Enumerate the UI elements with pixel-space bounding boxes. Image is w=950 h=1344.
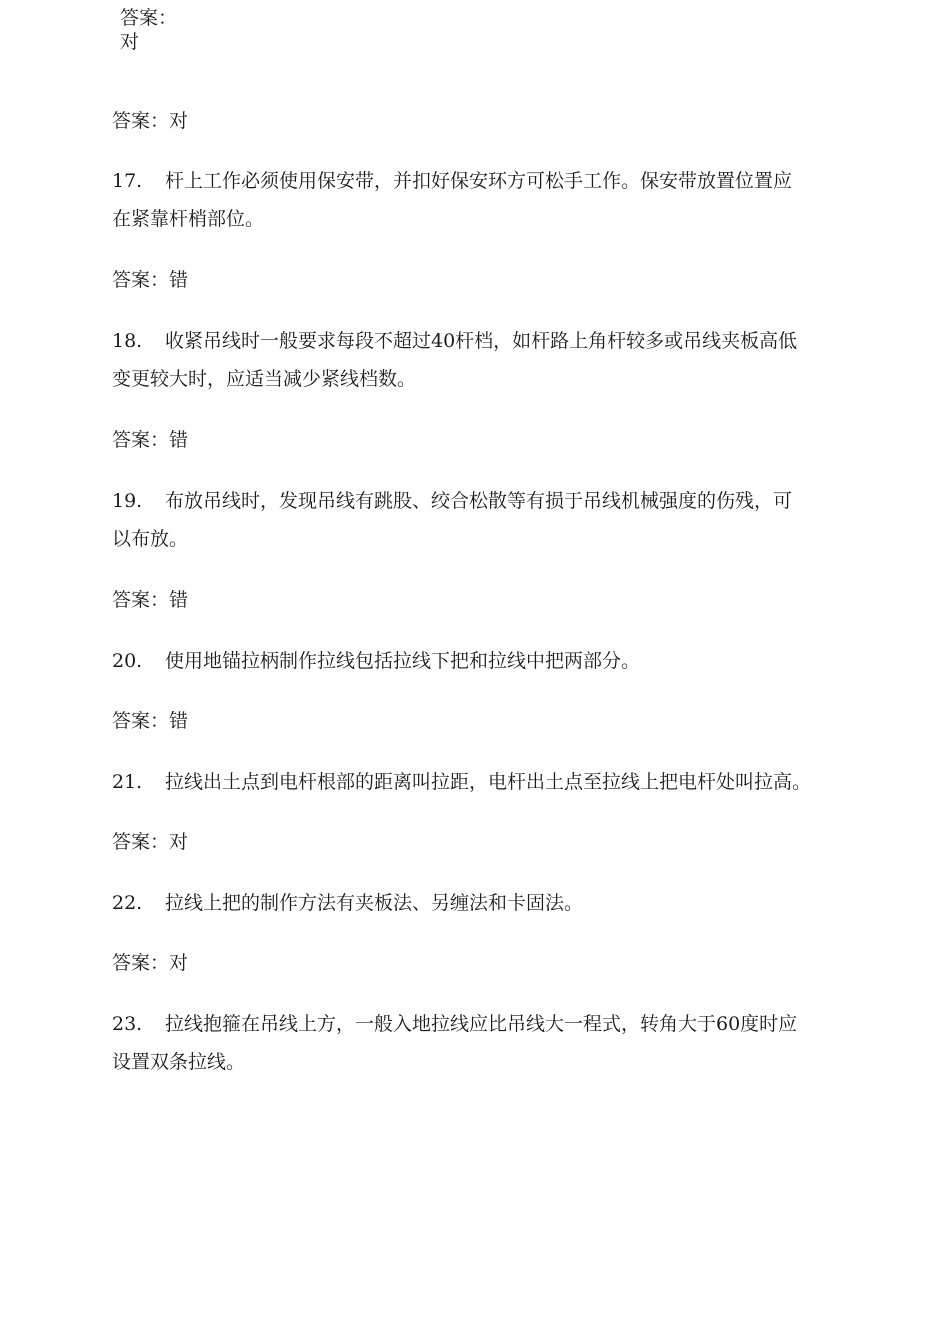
answer-value: 对 (120, 31, 140, 53)
question-text-line1: 拉线出土点到电杆根部的距离叫拉距，电杆出土点至拉线上把电杆处叫拉高。 (165, 771, 812, 793)
question-19 (112, 482, 844, 558)
question-number: 20. (112, 650, 143, 672)
question-23 (112, 1005, 844, 1081)
question-text-line1: 拉线抱箍在吊线上方，一般入地拉线应比吊线大一程式，转角大于60度时应 (165, 1013, 798, 1035)
question-text-line1: 布放吊线时，发现吊线有跳股、绞合松散等有损于吊线机械强度的伤残，可 (165, 490, 793, 512)
question-21 (112, 763, 844, 801)
question-22 (112, 884, 844, 922)
question-20 (112, 642, 844, 680)
answer-20: 答案：错 (112, 710, 189, 732)
question-number: 18. (112, 330, 143, 352)
question-text-line1: 杆上工作必须使用保安带，并扣好保安环方可松手工作。保安带放置位置应 (165, 170, 793, 192)
question-text-line1: 使用地锚拉柄制作拉线包括拉线下把和拉线中把两部分。 (165, 650, 641, 672)
answer-17: 答案：错 (112, 269, 189, 291)
question-18 (112, 322, 844, 398)
answer-label: 答案： (120, 7, 178, 29)
question-text-line1: 收紧吊线时一般要求每段不超过40杆档，如杆路上角杆较多或吊线夹板高低 (165, 330, 798, 352)
answer-16: 答案：对 (112, 110, 189, 132)
question-number: 19. (112, 490, 143, 512)
question-text-line2: 设置双条拉线。 (112, 1051, 246, 1073)
answer-18: 答案：错 (112, 429, 189, 451)
question-number: 17. (112, 170, 143, 192)
answer-block-top (120, 6, 177, 54)
question-text-line2: 变更较大时，应适当减少紧线档数。 (112, 368, 417, 390)
question-number: 22. (112, 892, 143, 914)
question-17 (112, 162, 844, 238)
question-text-line2: 以布放。 (112, 528, 189, 550)
question-number: 23. (112, 1013, 143, 1035)
question-number: 21. (112, 771, 143, 793)
question-text-line1: 拉线上把的制作方法有夹板法、另缠法和卡固法。 (165, 892, 584, 914)
answer-22: 答案：对 (112, 952, 189, 974)
question-text-line2: 在紧靠杆梢部位。 (112, 208, 265, 230)
answer-21: 答案：对 (112, 831, 189, 853)
answer-19: 答案：错 (112, 589, 189, 611)
